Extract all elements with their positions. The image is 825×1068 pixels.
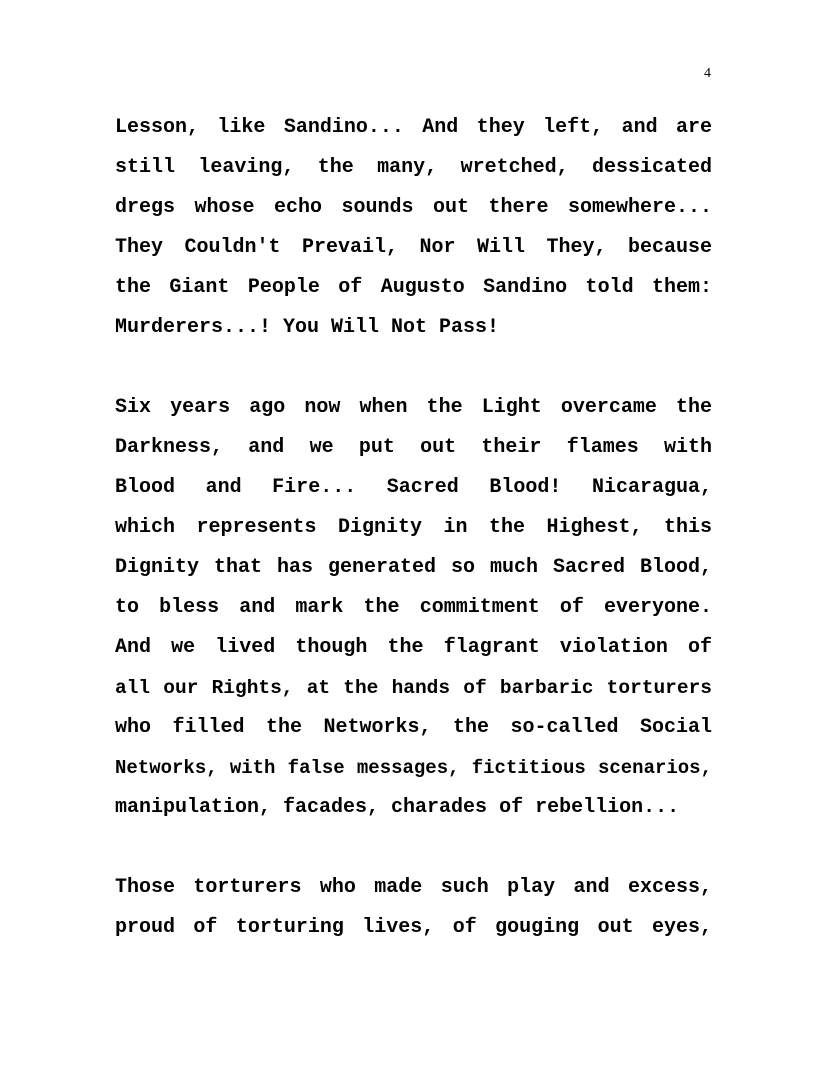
text-line: They Couldn't Prevail, Nor Will They, because xyxy=(115,236,712,259)
text-line: Lesson, like Sandino... And they left, and are xyxy=(115,116,712,139)
text-line: which represents Dignity in the Highest, this xyxy=(115,516,712,539)
text-line: the Giant People of Augusto Sandino told them: xyxy=(115,276,712,299)
paragraph-1 xyxy=(115,108,712,348)
text-line: Dignity that has generated so much Sacred Blood, xyxy=(115,556,712,579)
text-line: And we lived though the flagrant violation of xyxy=(115,636,712,659)
text-line: still leaving, the many, wretched, dessicated xyxy=(115,156,712,179)
text-line: dregs whose echo sounds out there somewhere... xyxy=(115,196,712,219)
text-line: all our Rights, at the hands of barbaric torturers xyxy=(115,677,712,699)
text-line: manipulation, facades, charades of rebellion... xyxy=(115,796,680,819)
text-line: Murderers...! You Will Not Pass! xyxy=(115,316,500,339)
text-line: who filled the Networks, the so-called Social xyxy=(115,716,712,739)
paragraph-2 xyxy=(115,388,712,828)
text-line: Those torturers who made such play and excess, xyxy=(115,876,712,899)
page-number: 4 xyxy=(704,66,711,81)
paragraph-3 xyxy=(115,868,712,948)
text-line: Blood and Fire... Sacred Blood! Nicaragua, xyxy=(115,476,712,499)
body-text xyxy=(115,108,712,988)
text-line: proud of torturing lives, of gouging out eyes, xyxy=(115,916,712,939)
text-line: to bless and mark the commitment of everyone. xyxy=(115,596,712,619)
text-line: Networks, with false messages, fictitious scenarios, xyxy=(115,757,712,779)
text-line: Darkness, and we put out their flames with xyxy=(115,436,712,459)
text-line: Six years ago now when the Light overcame the xyxy=(115,396,712,419)
